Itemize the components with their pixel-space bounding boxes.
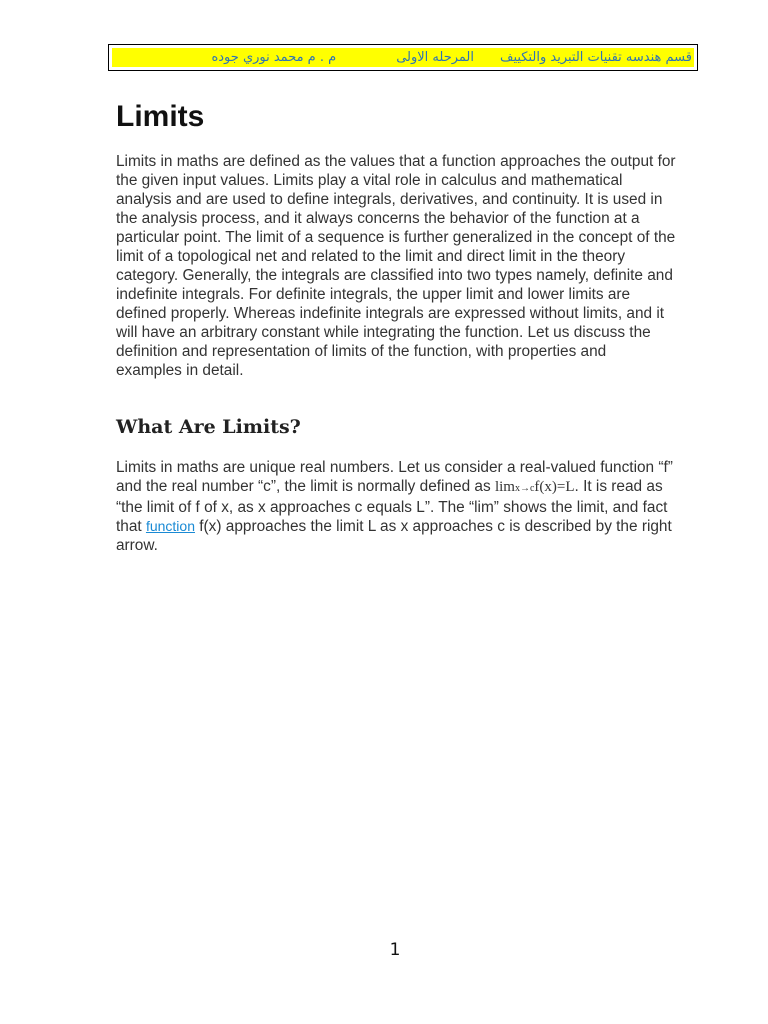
header-banner (112, 48, 694, 67)
limit-notation (495, 479, 575, 495)
definition-text-3: f(x) approaches the limit L as x approaches c is described by the right arrow. (116, 518, 672, 554)
header-department: قسم هندسه تقنيات التبريد والتكييف (500, 50, 692, 65)
function-link[interactable]: function (145, 518, 195, 534)
limit-subscript: x→c (514, 483, 535, 494)
page-title: Limits (116, 100, 205, 133)
header-stage: المرحله الاولى (396, 50, 474, 65)
page-number: 1 (389, 940, 401, 960)
definition-text-1: Limits in maths are unique real numbers. Let us consider a real-valued function “f” and the real number “c”, the limit is normally defined as (116, 459, 673, 495)
limit-lim: lim (494, 479, 515, 495)
definition-text-2: . It is read as “the limit of f of x, as x approaches c equals L”. The “lim” shows the limit, and fact that (116, 478, 668, 535)
definition-paragraph (116, 458, 676, 555)
header-lecturer: م . م محمد نوري جوده (211, 50, 337, 65)
limit-expression: f(x)=L (534, 479, 575, 495)
intro-paragraph: Limits in maths are defined as the values that a function approaches the output for the given input values. Limits play a vital role in calculus and mathematical analysis and are used to define integrals, derivatives, and continuity. It is used in the analysis process, and it always concerns the behavior of the function at a particular point. The limit of a sequence is further generalized in the concept of the limit of a topological net and related to the limit and direct limit in the theory category. Generally, the integrals are classified into two types namely, definite and indefinite integrals. For definite integrals, the upper limit and lower limits are defined properly. Whereas indefinite integrals are expressed without limits, and it will have an arbitrary constant while integrating the function. Let us discuss the definition and representation of limits of the function, with properties and examples in detail. (116, 153, 676, 379)
header-box (108, 44, 698, 71)
section-heading: What Are Limits? (116, 416, 301, 438)
